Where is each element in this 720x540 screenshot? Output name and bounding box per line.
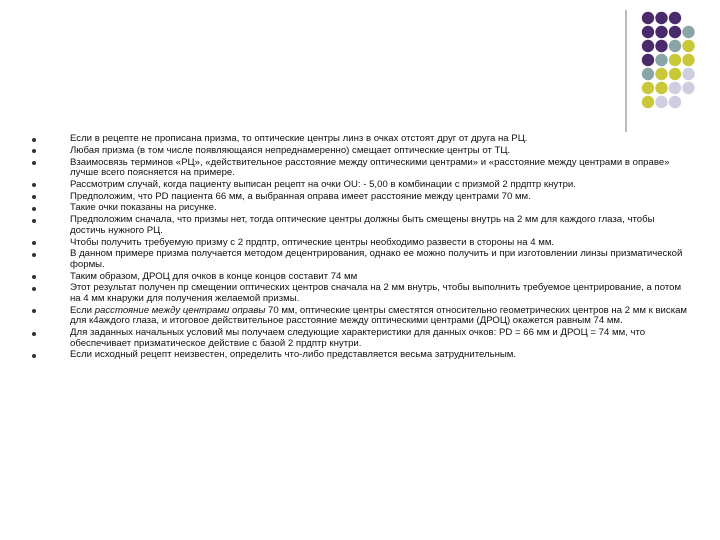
decorative-dot <box>655 26 667 38</box>
bullet-dot-icon <box>32 332 36 336</box>
bullet-item: Если расстояние между центрами оправы 70 мм, оптические центры сместятся относительно геометрических центров на 2 мм к вискам для к4аждого глаза, и итоговое действительное расстояние между оптическими центрами (ДРОЦ) окажется равным 74 мм. <box>30 306 690 327</box>
decorative-dot <box>669 26 681 38</box>
bullet-dot-icon <box>32 207 36 211</box>
bullet-item: Если в рецепте не прописана призма, то оптические центры линз в очках отстоят друг от друга на РЦ. <box>30 134 690 145</box>
decorative-dot <box>655 54 667 66</box>
decorative-dot <box>669 12 681 24</box>
decorative-dot <box>642 96 654 108</box>
bullet-dot-icon <box>32 195 36 199</box>
decorative-dot <box>669 68 681 80</box>
bullet-dot-icon <box>32 253 36 257</box>
decorative-dot <box>655 96 667 108</box>
bullet-item: Этот результат получен пр смещении оптических центров сначала на 2 мм внутрь, чтобы выполнить требуемое центрирование, а потом на 4 мм кнаружи для получения желаемой призмы. <box>30 283 690 304</box>
bullet-item: Любая призма (в том числе появляющаяся непреднамеренно) смещает оптические центры от ТЦ. <box>30 146 690 157</box>
bullet-dot-icon <box>32 309 36 313</box>
decorative-dot <box>655 40 667 52</box>
decorative-dot <box>682 82 694 94</box>
decorative-dot <box>642 26 654 38</box>
decorative-dot <box>655 82 667 94</box>
bullet-dot-icon <box>32 183 36 187</box>
bullet-dot-icon <box>32 219 36 223</box>
decorative-dot <box>682 40 694 52</box>
decorative-dot <box>642 54 654 66</box>
bullet-item: Предположим, что PD пациента 66 мм, а выбранная оправа имеет расстояние между центрами 70 мм. <box>30 192 690 203</box>
decorative-dot <box>642 82 654 94</box>
bullet-dot-icon <box>32 354 36 358</box>
decorative-dot <box>669 96 681 108</box>
bullet-dot-icon <box>32 161 36 165</box>
bullet-item: Для заданных начальных условий мы получаем следующие характеристики для данных очков: PD = 66 мм и ДРОЦ = 74 мм, что обеспечивает призматическое действие с базой 2 прдптр кнутри. <box>30 328 690 349</box>
italic-term: расстояние между центрами оправы <box>94 304 266 316</box>
decorative-dot <box>669 82 681 94</box>
bullet-dot-icon <box>32 138 36 142</box>
bullet-item: Предположим сначала, что призмы нет, тогда оптические центры должны быть смещены внутрь на 2 мм для каждого глаза, чтобы достичь нужного РЦ. <box>30 215 690 236</box>
decorative-dot <box>682 68 694 80</box>
decorative-dot <box>669 40 681 52</box>
bullet-dot-icon <box>32 241 36 245</box>
decorative-dot <box>642 40 654 52</box>
decorative-dot <box>682 26 694 38</box>
decorative-dot <box>669 54 681 66</box>
bullet-item: Таким образом, ДРОЦ для очков в конце концов составит 74 мм <box>30 272 690 283</box>
bullet-item: Если исходный рецепт неизвестен, определить что-либо представляется весьма затруднительным. <box>30 350 690 361</box>
decorative-dot <box>642 12 654 24</box>
bullet-item: Чтобы получить требуемую призму с 2 прдптр, оптические центры необходимо развести в стороны на 4 мм. <box>30 238 690 249</box>
bullet-item: Рассмотрим случай, когда пациенту выписан рецепт на очки OU: - 5,00 в комбинации с призмой 2 прдптр кнутри. <box>30 180 690 191</box>
bullet-item: Взаимосвязь терминов «РЦ», «действительное расстояние между оптическими центрами» и «расстояние между центрами в оправе» лучше всего поясняется на примере. <box>30 158 690 179</box>
decorative-dot <box>682 54 694 66</box>
bullet-item: Такие очки показаны на рисунке. <box>30 203 690 214</box>
decorative-dot <box>655 12 667 24</box>
decorative-dot <box>655 68 667 80</box>
bullet-list <box>30 134 690 362</box>
bullet-dot-icon <box>32 149 36 153</box>
bullet-dot-icon <box>32 287 36 291</box>
bullet-item: В данном примере призма получается методом децентрирования, однако ее можно получить и при изготовлении линзы призматической формы. <box>30 249 690 270</box>
bullet-dot-icon <box>32 275 36 279</box>
decorative-dot <box>642 68 654 80</box>
